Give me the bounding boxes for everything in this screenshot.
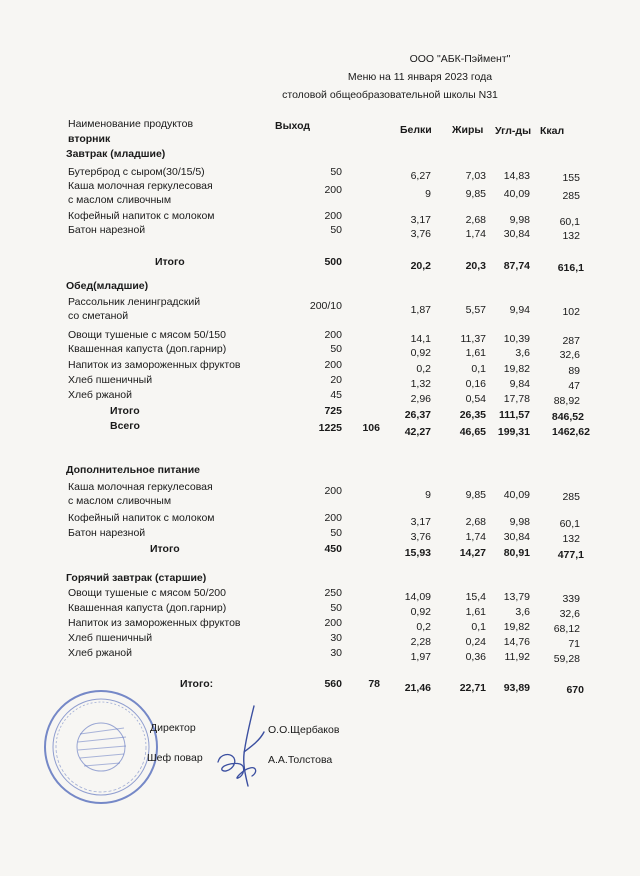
item-protein: 0,92 (410, 347, 431, 359)
item-output: 200 (324, 617, 342, 629)
item-kcal: 285 (562, 491, 580, 503)
item-carbs: 17,78 (503, 393, 530, 405)
item-output: 50 (330, 602, 342, 614)
item-carbs: 3,6 (515, 606, 530, 618)
item-protein: 14,1 (410, 333, 431, 345)
grand-total-protein: 42,27 (404, 426, 431, 438)
item-output: 50 (330, 343, 342, 355)
item-protein: 1,87 (410, 304, 431, 316)
item-carbs: 11,92 (504, 651, 530, 663)
total-fat: 20,3 (465, 260, 486, 272)
item-kcal: 132 (562, 230, 580, 242)
item-output: 200 (324, 512, 342, 524)
school-name: столовой общеобразовательной школы N31 (282, 89, 498, 101)
item-name: Кофейный напиток с молоком (68, 210, 215, 222)
item-protein: 9 (425, 188, 431, 200)
item-name: Кофейный напиток с молоком (68, 512, 215, 524)
total-carbs: 80,91 (503, 547, 530, 559)
total-fat: 26,35 (459, 409, 486, 421)
item-carbs: 10,39 (503, 333, 530, 345)
item-fat: 1,74 (465, 228, 486, 240)
item-carbs: 9,84 (509, 378, 530, 390)
item-kcal: 287 (562, 335, 580, 347)
item-kcal: 102 (562, 306, 580, 318)
item-name: Напиток из замороженных фруктов (68, 359, 241, 371)
chef-title: Шеф повар (147, 752, 203, 764)
item-name: Квашенная капуста (доп.гарнир) (68, 602, 227, 614)
grand-total-fat: 46,65 (459, 426, 486, 438)
item-name: Хлеб пшеничный (68, 632, 153, 644)
item-fat: 0,1 (471, 621, 486, 633)
item-fat: 0,16 (465, 378, 486, 390)
item-carbs: 40,09 (503, 188, 530, 200)
item-kcal: 60,1 (559, 216, 580, 228)
item-name-cont: со сметаной (68, 310, 129, 322)
item-carbs: 9,98 (509, 214, 530, 226)
item-carbs: 3,6 (515, 347, 530, 359)
item-kcal: 132 (562, 533, 580, 545)
col-header-output: Выход (275, 120, 311, 132)
total-protein: 21,46 (404, 682, 431, 694)
item-output: 30 (330, 647, 342, 659)
item-name-cont: с маслом сливочным (68, 495, 172, 507)
item-output: 200 (324, 485, 342, 497)
item-carbs: 9,98 (509, 516, 530, 528)
total-output: 500 (324, 256, 342, 268)
item-kcal: 32,6 (559, 608, 580, 620)
section-title: Обед(младшие) (66, 280, 149, 292)
item-protein: 6,27 (410, 170, 431, 182)
item-kcal: 89 (568, 365, 580, 377)
item-fat: 11,37 (460, 333, 486, 345)
grand-total-carbs: 199,31 (497, 426, 530, 438)
item-output: 250 (324, 587, 342, 599)
grand-total-output: 1225 (318, 422, 342, 434)
company-name: ООО "АБК-Пэймент" (409, 53, 511, 65)
item-name: Квашенная капуста (доп.гарнир) (68, 343, 227, 355)
item-carbs: 40,09 (503, 489, 530, 501)
grand-total-price: 106 (362, 422, 380, 434)
total-fat: 14,27 (459, 547, 486, 559)
item-fat: 0,1 (471, 363, 486, 375)
total-output: 560 (324, 678, 342, 690)
item-kcal: 47 (568, 380, 580, 392)
item-protein: 2,28 (410, 636, 431, 648)
total-carbs: 93,89 (503, 682, 530, 694)
total-protein: 15,93 (404, 547, 431, 559)
item-fat: 0,54 (465, 393, 486, 405)
total-output: 450 (324, 543, 342, 555)
item-fat: 9,85 (465, 489, 486, 501)
item-protein: 3,76 (410, 228, 431, 240)
item-name: Бутерброд с сыром(30/15/5) (68, 166, 205, 178)
item-protein: 2,96 (410, 393, 431, 405)
item-fat: 2,68 (465, 516, 486, 528)
col-header-kcal: Ккал (540, 125, 565, 137)
section-title: Дополнительное питание (66, 464, 201, 476)
item-protein: 3,76 (410, 531, 431, 543)
item-name: Овощи тушеные с мясом 50/200 (68, 587, 226, 599)
item-protein: 0,2 (416, 363, 431, 375)
total-protein: 20,2 (410, 260, 431, 272)
item-name: Хлеб ржаной (68, 647, 132, 659)
item-protein: 1,32 (410, 378, 431, 390)
item-kcal: 68,12 (553, 623, 580, 635)
item-kcal: 155 (562, 172, 580, 184)
item-carbs: 30,84 (503, 531, 530, 543)
chef-name: А.А.Толстова (268, 754, 333, 766)
item-output: 30 (330, 632, 342, 644)
col-header-name: Наименование продуктов (68, 118, 194, 130)
item-kcal: 71 (568, 638, 580, 650)
director-title: Директор (150, 722, 196, 734)
total-kcal: 616,1 (557, 262, 584, 274)
item-protein: 14,09 (404, 591, 431, 603)
item-fat: 1,61 (465, 606, 486, 618)
total-output: 725 (324, 405, 342, 417)
item-name: Напиток из замороженных фруктов (68, 617, 241, 629)
total-label: Итого (110, 405, 140, 417)
total-fat: 22,71 (459, 682, 486, 694)
col-header-fat: Жиры (452, 124, 484, 136)
item-kcal: 60,1 (559, 518, 580, 530)
item-output: 45 (330, 389, 342, 401)
item-protein: 3,17 (410, 516, 431, 528)
item-carbs: 14,83 (503, 170, 530, 182)
item-name: Батон нарезной (68, 224, 146, 236)
item-name: Батон нарезной (68, 527, 146, 539)
item-name: Каша молочная геркулесовая (68, 481, 213, 493)
chef-signature (212, 748, 264, 784)
item-output: 200 (324, 329, 342, 341)
item-output: 50 (330, 224, 342, 236)
item-protein: 1,97 (410, 651, 431, 663)
item-carbs: 13,79 (503, 591, 530, 603)
item-kcal: 339 (562, 593, 580, 605)
director-name: О.О.Щербаков (268, 724, 340, 736)
item-name: Рассольник ленинградский (68, 296, 201, 308)
item-name-cont: с маслом сливочным (68, 194, 172, 206)
total-label: Итого: (180, 678, 214, 690)
item-fat: 0,24 (465, 636, 486, 648)
item-kcal: 285 (562, 190, 580, 202)
col-header-carbs: Угл-ды (495, 125, 532, 137)
item-output: 200 (324, 210, 342, 222)
section-title: Горячий завтрак (старшие) (66, 572, 207, 584)
menu-date: Меню на 11 января 2023 года (347, 71, 493, 83)
item-name: Каша молочная геркулесовая (68, 180, 213, 192)
day-of-week: вторник (68, 133, 111, 145)
item-carbs: 30,84 (503, 228, 530, 240)
grand-total-label: Всего (110, 420, 140, 432)
item-fat: 1,61 (465, 347, 486, 359)
total-kcal: 846,52 (551, 411, 584, 423)
total-protein: 26,37 (404, 409, 431, 421)
item-carbs: 9,94 (509, 304, 530, 316)
item-fat: 0,36 (465, 651, 486, 663)
item-output: 20 (330, 374, 342, 386)
total-kcal: 477,1 (557, 549, 584, 561)
total-carbs: 111,57 (499, 409, 530, 421)
item-kcal: 88,92 (553, 395, 580, 407)
item-output: 50 (330, 166, 342, 178)
grand-total-kcal: 1462,62 (552, 426, 590, 438)
item-name: Хлеб пшеничный (68, 374, 153, 386)
item-output: 200 (324, 359, 342, 371)
total-kcal: 670 (566, 684, 584, 696)
item-fat: 15,4 (465, 591, 486, 603)
item-kcal: 32,6 (559, 349, 580, 361)
item-output: 200/10 (309, 300, 342, 312)
total-label: Итого (155, 256, 185, 268)
item-fat: 7,03 (465, 170, 486, 182)
item-carbs: 19,82 (503, 621, 530, 633)
item-fat: 1,74 (465, 531, 486, 543)
item-carbs: 14,76 (503, 636, 530, 648)
item-kcal: 59,28 (553, 653, 580, 665)
total-carbs: 87,74 (503, 260, 530, 272)
item-name: Овощи тушеные с мясом 50/150 (68, 329, 226, 341)
item-carbs: 19,82 (503, 363, 530, 375)
item-name: Хлеб ржаной (68, 389, 132, 401)
item-fat: 2,68 (465, 214, 486, 226)
item-protein: 0,92 (410, 606, 431, 618)
item-fat: 9,85 (465, 188, 486, 200)
organization-stamp (42, 688, 160, 806)
section-title: Завтрак (младшие) (66, 148, 166, 160)
item-protein: 9 (425, 489, 431, 501)
item-protein: 0,2 (416, 621, 431, 633)
item-protein: 3,17 (410, 214, 431, 226)
item-output: 50 (330, 527, 342, 539)
col-header-protein: Белки (400, 124, 432, 136)
total-price: 78 (368, 678, 380, 690)
item-output: 200 (324, 184, 342, 196)
total-label: Итого (150, 543, 180, 555)
item-fat: 5,57 (465, 304, 486, 316)
